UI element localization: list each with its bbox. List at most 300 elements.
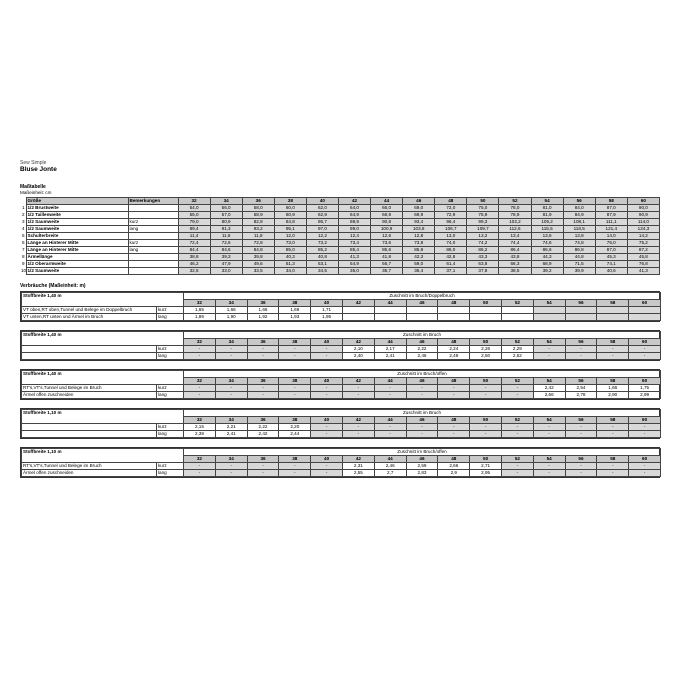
measurement-value: 73,4 — [338, 240, 370, 247]
usage-value: - — [438, 385, 470, 392]
usage-value: 1,93 — [279, 314, 311, 321]
usage-value: - — [343, 424, 375, 431]
usage-value: - — [438, 424, 470, 431]
measurement-value: 99,0 — [338, 226, 370, 233]
usage-value — [501, 307, 533, 314]
measurement-value: 13,0 — [435, 233, 467, 240]
usage-value: - — [374, 431, 406, 438]
usage-block — [20, 408, 660, 439]
row-number: 1 — [21, 205, 25, 211]
measurement-value: 64,0 — [338, 205, 370, 212]
usage-value: - — [565, 470, 597, 477]
measurement-value: 60,0 — [274, 205, 306, 212]
usage-value: 2,66 — [438, 463, 470, 470]
measurement-value: 99,3 — [467, 219, 499, 226]
usage-block — [20, 369, 660, 400]
row-number: 10 — [21, 268, 26, 274]
measurement-value: 72,9 — [435, 212, 467, 219]
measurement-row — [20, 212, 660, 219]
measurement-row — [20, 261, 660, 268]
usage-value: - — [279, 385, 311, 392]
usage-size-header-56: 56 — [565, 339, 597, 346]
measurement-value: 61,4 — [435, 261, 467, 268]
measurement-value: 40,3 — [274, 254, 306, 261]
measurement-value: 58,0 — [242, 205, 274, 212]
usage-size-header-52: 52 — [501, 456, 533, 463]
usage-size-header-34: 34 — [215, 339, 247, 346]
measurement-row — [20, 240, 660, 247]
usage-value: 2,24 — [438, 346, 470, 353]
measurement-value: 74,8 — [563, 240, 595, 247]
measurement-value: 13,8 — [563, 233, 595, 240]
measurement-label: 1/2 Taillenweite — [26, 212, 128, 219]
measurement-value: 121,4 — [595, 226, 627, 233]
measurement-note — [128, 261, 178, 268]
measurement-value: 13,6 — [531, 233, 563, 240]
cut-method-label: Zuschnitt im Bruch/offen — [184, 449, 661, 456]
usage-cut-row — [22, 371, 661, 378]
usage-size-header-48: 48 — [438, 456, 470, 463]
usage-value: - — [311, 392, 343, 399]
cut-method-label: Zuschnitt im Bruch — [184, 332, 661, 339]
usage-value — [343, 307, 375, 314]
cut-method-label: Zuschnitt im Bruch/offen — [184, 371, 661, 378]
usage-row — [22, 353, 661, 360]
measurement-value: 95,1 — [274, 226, 306, 233]
usage-value: - — [597, 463, 629, 470]
usage-value: - — [533, 424, 565, 431]
measurement-value: 11,4 — [178, 233, 210, 240]
usage-value: - — [343, 392, 375, 399]
usage-value — [533, 307, 565, 314]
usage-table — [21, 292, 661, 321]
measurement-value: 11,6 — [210, 233, 242, 240]
fabric-width-label: Stoffbreite 1,40 m — [22, 371, 184, 385]
usage-size-header-46: 46 — [406, 300, 438, 307]
usage-value: - — [279, 353, 311, 360]
usage-table — [21, 370, 661, 399]
measurement-value: 81,9 — [531, 212, 563, 219]
usage-value: - — [533, 463, 565, 470]
size-header-40: 40 — [306, 198, 338, 205]
row-number: 5 — [21, 233, 25, 239]
usage-value: - — [470, 431, 502, 438]
measurement-value: 87,0 — [595, 205, 627, 212]
usage-value: - — [184, 385, 216, 392]
measurement-value: 71,5 — [563, 261, 595, 268]
measurement-value: 78,0 — [499, 205, 531, 212]
measurement-value: 64,9 — [338, 212, 370, 219]
usage-value: 2,41 — [215, 431, 247, 438]
usage-length: lang — [157, 353, 184, 360]
usage-value: 2,49 — [438, 353, 470, 360]
usage-value: - — [279, 463, 311, 470]
usage-value: 2,78 — [565, 392, 597, 399]
measurement-value: 12,4 — [338, 233, 370, 240]
usage-size-header-56: 56 — [565, 378, 597, 385]
size-header-44: 44 — [371, 198, 403, 205]
measurement-value: 13,2 — [467, 233, 499, 240]
measurement-value: 13,4 — [499, 233, 531, 240]
usage-description — [22, 346, 157, 353]
measurement-value: 40,8 — [306, 254, 338, 261]
usage-value: - — [215, 346, 247, 353]
fabric-width-label: Stoffbreite 1,10 m — [22, 410, 184, 424]
usage-size-header-54: 54 — [533, 300, 565, 307]
usage-block — [20, 291, 660, 322]
usage-size-header-54: 54 — [533, 456, 565, 463]
measurement-value: 85,8 — [403, 247, 435, 254]
usage-value — [406, 307, 438, 314]
size-header-56: 56 — [563, 198, 595, 205]
usage-value: - — [406, 424, 438, 431]
usage-value: 2,42 — [533, 385, 565, 392]
measurement-label: 1/2 Saumweite — [26, 219, 128, 226]
usage-length: lang — [157, 470, 184, 477]
measurement-note: kurz — [128, 219, 178, 226]
size-header-46: 46 — [403, 198, 435, 205]
usage-size-header-38: 38 — [279, 456, 311, 463]
size-header-48: 48 — [435, 198, 467, 205]
usage-value: 2,39 — [184, 431, 216, 438]
usage-size-header-34: 34 — [215, 456, 247, 463]
usage-value: - — [501, 431, 533, 438]
usage-row — [22, 314, 661, 321]
size-header-50: 50 — [467, 198, 499, 205]
measurement-value: 86,2 — [467, 247, 499, 254]
usage-value: 2,22 — [247, 424, 279, 431]
measurement-value: 34,5 — [306, 268, 338, 275]
measurement-row — [20, 233, 660, 240]
measurement-value: 66,0 — [371, 205, 403, 212]
usage-size-header-40: 40 — [311, 378, 343, 385]
usage-value: - — [311, 424, 343, 431]
measurement-value: 63,8 — [467, 261, 499, 268]
measurement-value: 42,8 — [435, 254, 467, 261]
usage-length: kurz — [157, 463, 184, 470]
usage-value: - — [311, 385, 343, 392]
usage-value: 1,66 — [215, 307, 247, 314]
usage-size-header-44: 44 — [374, 378, 406, 385]
usage-size-header-36: 36 — [247, 417, 279, 424]
usage-row — [22, 424, 661, 431]
measurement-value: 84,0 — [563, 205, 595, 212]
row-number: 2 — [21, 212, 25, 218]
measurement-value: 37,8 — [467, 268, 499, 275]
measurement-value: 12,2 — [306, 233, 338, 240]
usage-value: 2,52 — [501, 353, 533, 360]
measurement-value: 58,9 — [242, 212, 274, 219]
measurement-value: 39,8 — [242, 254, 274, 261]
measurement-value: 73,6 — [371, 240, 403, 247]
measurement-value: 11,8 — [242, 233, 274, 240]
usage-value: 2,15 — [184, 424, 216, 431]
usage-size-header-52: 52 — [501, 339, 533, 346]
measurement-value: 84,4 — [178, 247, 210, 254]
usage-block — [20, 447, 660, 478]
usage-row — [22, 431, 661, 438]
usage-value: 1,89 — [184, 314, 216, 321]
measurement-value: 42,3 — [403, 254, 435, 261]
measurement-row — [20, 268, 660, 275]
measurement-note: lang — [128, 247, 178, 254]
measurement-value: 86,4 — [499, 247, 531, 254]
measurement-value: 102,2 — [499, 219, 531, 226]
measurement-value: 93,2 — [242, 226, 274, 233]
row-number: 8 — [21, 254, 25, 260]
usage-value: - — [247, 353, 279, 360]
measurement-note: kurz — [128, 240, 178, 247]
usage-value: - — [247, 463, 279, 470]
usage-length: kurz — [157, 385, 184, 392]
usage-value: - — [438, 392, 470, 399]
usage-value: - — [629, 431, 661, 438]
usage-value: - — [343, 431, 375, 438]
usage-value — [470, 314, 502, 321]
measurement-value: 41,3 — [338, 254, 370, 261]
usage-value — [501, 314, 533, 321]
usage-value: 1,71 — [311, 307, 343, 314]
usage-size-header-38: 38 — [279, 300, 311, 307]
usage-value — [629, 307, 661, 314]
row-number: 4 — [21, 226, 25, 232]
usage-size-header-32: 32 — [184, 300, 216, 307]
measurement-value: 32,5 — [178, 268, 210, 275]
usage-value: 1,65 — [184, 307, 216, 314]
usage-value — [374, 314, 406, 321]
measurement-value: 114,0 — [627, 219, 659, 226]
usage-value: 1,75 — [629, 385, 661, 392]
measurement-value: 91,3 — [210, 226, 242, 233]
usage-value: - — [629, 424, 661, 431]
measurement-value: 39,9 — [563, 268, 595, 275]
usage-value: - — [533, 431, 565, 438]
measurement-value: 74,4 — [499, 240, 531, 247]
measurement-value: 66,9 — [371, 212, 403, 219]
usage-description — [22, 431, 157, 438]
usage-size-header-36: 36 — [247, 300, 279, 307]
usage-value: - — [184, 392, 216, 399]
usage-value: - — [184, 470, 216, 477]
usage-size-header-50: 50 — [470, 339, 502, 346]
usage-value: - — [629, 470, 661, 477]
usage-value — [533, 314, 565, 321]
measurement-value: 74,0 — [435, 240, 467, 247]
usage-value: - — [597, 424, 629, 431]
usage-size-header-40: 40 — [311, 339, 343, 346]
usage-value: - — [311, 463, 343, 470]
usage-value: - — [629, 346, 661, 353]
measure-unit: Maßeinheit: cm — [20, 190, 52, 195]
measurement-value: 41,3 — [627, 268, 659, 275]
usage-value: - — [406, 392, 438, 399]
usage-value: 1,66 — [247, 307, 279, 314]
measurement-value: 45,8 — [627, 254, 659, 261]
usage-value — [565, 307, 597, 314]
measurement-label: 1/2 Brustweite — [26, 205, 128, 212]
measurement-value: 97,0 — [306, 226, 338, 233]
usage-size-header-58: 58 — [597, 378, 629, 385]
usage-value: 2,21 — [215, 424, 247, 431]
usage-value — [343, 314, 375, 321]
size-header-32: 32 — [178, 198, 210, 205]
usage-value: - — [311, 431, 343, 438]
usage-value: - — [533, 353, 565, 360]
usage-value: - — [565, 424, 597, 431]
usage-length: lang — [157, 431, 184, 438]
measurement-value: 36,4 — [403, 268, 435, 275]
measurement-value: 44,3 — [531, 254, 563, 261]
measurement-value: 54,0 — [178, 205, 210, 212]
measurement-row — [20, 219, 660, 226]
measurement-value: 75,0 — [467, 205, 499, 212]
usage-size-header-60: 60 — [629, 378, 661, 385]
usage-value: 2,9 — [438, 470, 470, 477]
usage-row — [22, 346, 661, 353]
fabric-width-label: Stoffbreite 1,40 m — [22, 332, 184, 346]
measurement-value: 33,5 — [242, 268, 274, 275]
measurement-note — [128, 212, 178, 219]
usage-value: 2,46 — [406, 353, 438, 360]
usage-description: VT unten,RT unten und Ärmel im Bruch — [22, 314, 157, 321]
usage-size-header-34: 34 — [215, 300, 247, 307]
measurement-value: 46,2 — [178, 261, 210, 268]
usage-size-header-34: 34 — [215, 378, 247, 385]
pattern-title: Bluse Jonte — [20, 166, 57, 173]
measurement-value: 86,7 — [306, 219, 338, 226]
usage-value: - — [184, 463, 216, 470]
usage-size-header-40: 40 — [311, 456, 343, 463]
brand-name: Sew Simple — [20, 160, 47, 166]
usage-value: - — [565, 346, 597, 353]
usage-value: 2,95 — [470, 470, 502, 477]
measurement-value: 72,8 — [242, 240, 274, 247]
usage-value — [438, 307, 470, 314]
usage-value: - — [215, 463, 247, 470]
usage-size-header-44: 44 — [374, 417, 406, 424]
usage-cut-row — [22, 449, 661, 456]
usage-value: - — [597, 431, 629, 438]
measurement-value: 93,4 — [403, 219, 435, 226]
usage-value: - — [247, 385, 279, 392]
usage-value — [438, 314, 470, 321]
usage-row — [22, 385, 661, 392]
usage-value: 2,31 — [343, 463, 375, 470]
usage-size-header-36: 36 — [247, 378, 279, 385]
usage-size-header-56: 56 — [565, 456, 597, 463]
measurement-value: 79,0 — [178, 219, 210, 226]
usage-size-header-36: 36 — [247, 456, 279, 463]
usage-value: 2,17 — [374, 346, 406, 353]
usage-description — [22, 353, 157, 360]
notes-column-header: Bemerkungen — [128, 198, 178, 205]
usage-value: 2,40 — [343, 353, 375, 360]
usage-value: - — [215, 392, 247, 399]
usage-value: 2,50 — [470, 353, 502, 360]
measurement-value: 90,8 — [371, 219, 403, 226]
usage-size-header-50: 50 — [470, 300, 502, 307]
usage-value: 1,90 — [215, 314, 247, 321]
usage-cut-row — [22, 410, 661, 417]
measurement-table — [20, 197, 660, 275]
usage-row — [22, 463, 661, 470]
measurement-value: 33,0 — [210, 268, 242, 275]
usage-blocks — [20, 291, 660, 478]
measurement-value: 47,9 — [210, 261, 242, 268]
size-header-54: 54 — [531, 198, 563, 205]
usage-value: - — [597, 470, 629, 477]
usage-value: - — [215, 470, 247, 477]
usage-size-header-42: 42 — [343, 300, 375, 307]
measurement-value: 86,0 — [435, 247, 467, 254]
usage-value: 2,29 — [501, 346, 533, 353]
usage-size-header-32: 32 — [184, 378, 216, 385]
usage-size-header-58: 58 — [597, 417, 629, 424]
usage-value: 2,22 — [406, 346, 438, 353]
usage-size-header-32: 32 — [184, 417, 216, 424]
usage-description: Ärmel offen zuschneiden — [22, 470, 157, 477]
measurement-value: 100,9 — [371, 226, 403, 233]
usage-value: - — [279, 346, 311, 353]
measurement-header-row — [20, 198, 660, 205]
usage-size-header-34: 34 — [215, 417, 247, 424]
measurement-row — [20, 247, 660, 254]
usage-value: 2,55 — [343, 470, 375, 477]
usage-description: VT oben,RT oben,Tunnel und Belege im Doppelbruch — [22, 307, 157, 314]
measurement-value: 90,0 — [627, 205, 659, 212]
measurement-value: 109,7 — [467, 226, 499, 233]
measurement-value: 84,6 — [210, 247, 242, 254]
usage-size-header-52: 52 — [501, 300, 533, 307]
usage-value: - — [215, 353, 247, 360]
usage-value — [597, 314, 629, 321]
measurement-value: 74,1 — [595, 261, 627, 268]
usage-cut-row — [22, 332, 661, 339]
measurement-label: 1/2 Saumweite — [26, 268, 128, 275]
measurement-value: 62,0 — [306, 205, 338, 212]
usage-size-header-42: 42 — [343, 339, 375, 346]
usage-size-header-38: 38 — [279, 339, 311, 346]
usage-value: - — [597, 353, 629, 360]
measurement-value: 44,8 — [563, 254, 595, 261]
row-number: 6 — [21, 240, 25, 246]
measurement-value: 39,3 — [210, 254, 242, 261]
measurement-value: 41,8 — [371, 254, 403, 261]
usage-size-header-60: 60 — [629, 339, 661, 346]
measurement-value: 115,5 — [531, 226, 563, 233]
measurement-value: 35,0 — [338, 268, 370, 275]
usage-size-header-50: 50 — [470, 456, 502, 463]
usage-length: lang — [157, 392, 184, 399]
usage-value: 2,90 — [597, 392, 629, 399]
measurement-value: 84,8 — [274, 219, 306, 226]
measurement-value: 86,8 — [563, 247, 595, 254]
measurement-value: 75,2 — [627, 240, 659, 247]
usage-value: 1,69 — [279, 307, 311, 314]
usage-value: 2,46 — [374, 463, 406, 470]
usage-size-header-42: 42 — [343, 456, 375, 463]
usage-length: lang — [157, 314, 184, 321]
usage-size-header-48: 48 — [438, 417, 470, 424]
measurement-value: 38,8 — [178, 254, 210, 261]
size-column-header: Größe — [26, 198, 128, 205]
usage-size-header-60: 60 — [629, 456, 661, 463]
measurement-value: 86,6 — [531, 247, 563, 254]
measurement-value: 90,9 — [627, 212, 659, 219]
usage-size-header-32: 32 — [184, 339, 216, 346]
pattern-sheet — [20, 160, 660, 486]
usage-cut-row — [22, 293, 661, 300]
